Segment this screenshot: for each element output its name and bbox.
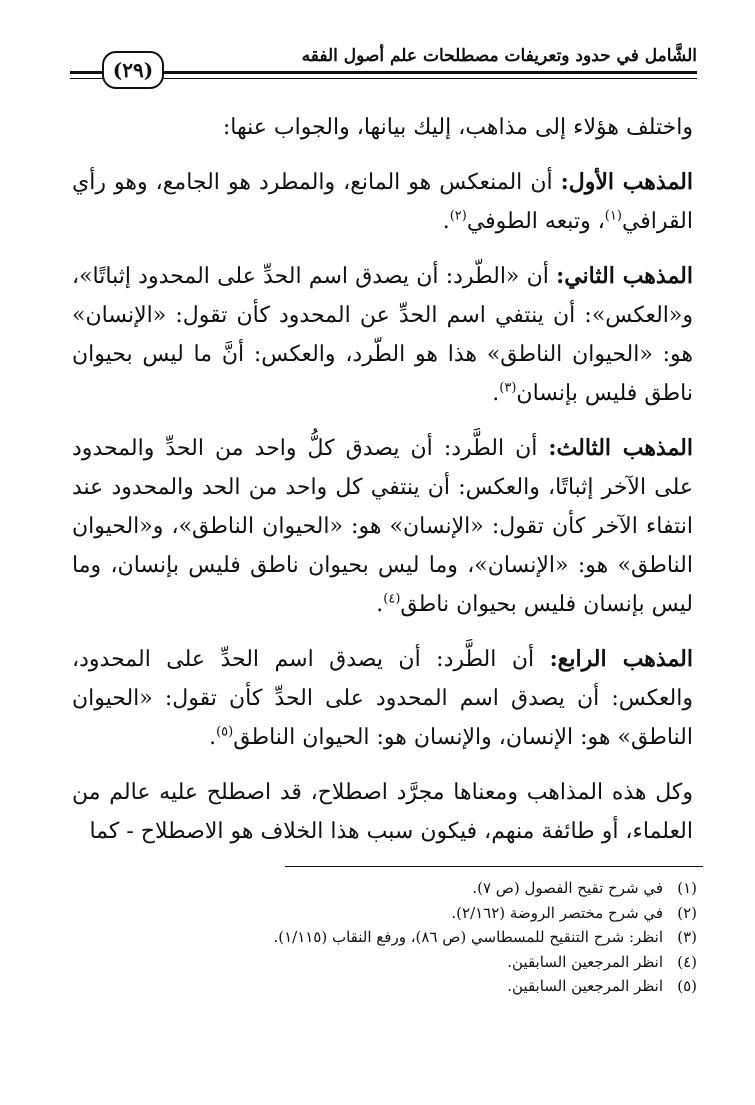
header-rule-thick (70, 71, 697, 74)
footnote-number: (٣) (677, 928, 697, 946)
term-madhab-3: المذهب الثالث: (548, 435, 694, 461)
closing-paragraph: وكل هذه المذاهب ومعناها مجرَّد اصطلاح، قد اصطلح عليه عالم من العلماء، أو طائفة منهم، فيكون سبب هذا الخلاف هو الاصطلاح - كما (72, 780, 693, 844)
footnote-ref-4[interactable]: (٤) (383, 591, 401, 607)
term-madhab-4: المذهب الرابع: (549, 646, 693, 672)
paragraph-madhab-1 (72, 163, 693, 241)
paragraph-end: . (442, 209, 450, 234)
paragraph-text: أن الطَّرد: أن يصدق اسم الحدِّ على المحدود، والعكس: أن يصدق اسم المحدود على الحدِّ كأن تقول: «الحيوان الناطق» هو: الإنسان، والإنسان هو: الحيوان الناطق (72, 647, 693, 750)
paragraph-madhab-4 (72, 640, 693, 757)
footnote-text: انظر المرجعين السابقين. (507, 952, 663, 971)
page-header (70, 38, 697, 98)
main-text (72, 108, 693, 867)
term-madhab-2: المذهب الثاني: (556, 263, 693, 289)
paragraph-end: . (492, 381, 500, 406)
paragraph-end: . (209, 725, 217, 750)
footnote-ref-1[interactable]: (١) (604, 208, 622, 224)
paragraph-madhab-2 (72, 257, 693, 413)
footnotes (72, 876, 697, 999)
paragraph-text: ، وتبعه الطوفي (466, 209, 605, 234)
footnote-text: انظر: شرح التنقيح للمسطاسي (ص ٨٦)، ورفع النقاب (١/١١٥). (273, 928, 663, 946)
footnote-item (72, 925, 697, 950)
footnote-number: (٥) (677, 977, 697, 995)
footnote-separator (285, 866, 703, 867)
paragraph-text: أن الطَّرد: أن يصدق كلُّ واحد من الحدِّ والمحدود على الآخر إثباتًا، والعكس: أن ينتفي كل واحد من الحد والمحدود عند انتفاء الآخر كأن تقول: «الإنسان» هو: «الحيوان الناطق»، و«الحيوان الناطق» هو: «الإنسان»، وما ليس بحيوان ناطق فليس بإنسان، وما ليس بإنسان فليس بحيوان ناطق (72, 436, 693, 617)
footnote-item (72, 876, 697, 901)
page-number: (٢٩) (102, 51, 164, 89)
header-rule-thin (70, 78, 697, 79)
footnote-text: في شرح مختصر الروضة (٢/١٦٢). (451, 903, 663, 922)
footnote-ref-2[interactable]: (٢) (449, 208, 467, 224)
footnote-number: (٢) (677, 903, 697, 922)
footnote-item (72, 950, 697, 975)
footnote-ref-3[interactable]: (٣) (499, 380, 517, 396)
footnote-text: في شرح تقيح الفصول (ص ٧). (472, 879, 663, 897)
paragraph-end: . (376, 592, 384, 617)
footnote-number: (٤) (677, 952, 697, 971)
paragraph-text: أن «الطّرد: أن يصدق اسم الحدِّ على المحدود إثباتًا»، و«العكس»: أن ينتفي اسم الحدِّ عن المحدود كأن تقول: «الإنسان» هو: «الحيوان الناطق» هذا هو الطّرد، والعكس: أنَّ ما ليس بحيوان ناطق فليس بإنسان (72, 264, 693, 406)
paragraph-text: أن المنعكس هو المانع، والمطرد هو الجامع، وهو رأي القرافي (72, 170, 693, 234)
footnote-text: انظر المرجعين السابقين. (507, 977, 663, 995)
footnote-item (72, 901, 697, 926)
footnote-number: (١) (677, 879, 697, 897)
footnote-ref-5[interactable]: (٥) (216, 724, 234, 740)
paragraph-madhab-3 (72, 429, 693, 624)
term-madhab-1: المذهب الأول: (560, 169, 693, 195)
running-title: الشَّامل في حدود وتعريفات مصطلحات علم أصول الفقه (301, 46, 697, 66)
intro-paragraph: واختلف هؤلاء إلى مذاهب، إليك بيانها، والجواب عنها: (222, 115, 693, 140)
footnote-item (72, 974, 697, 999)
